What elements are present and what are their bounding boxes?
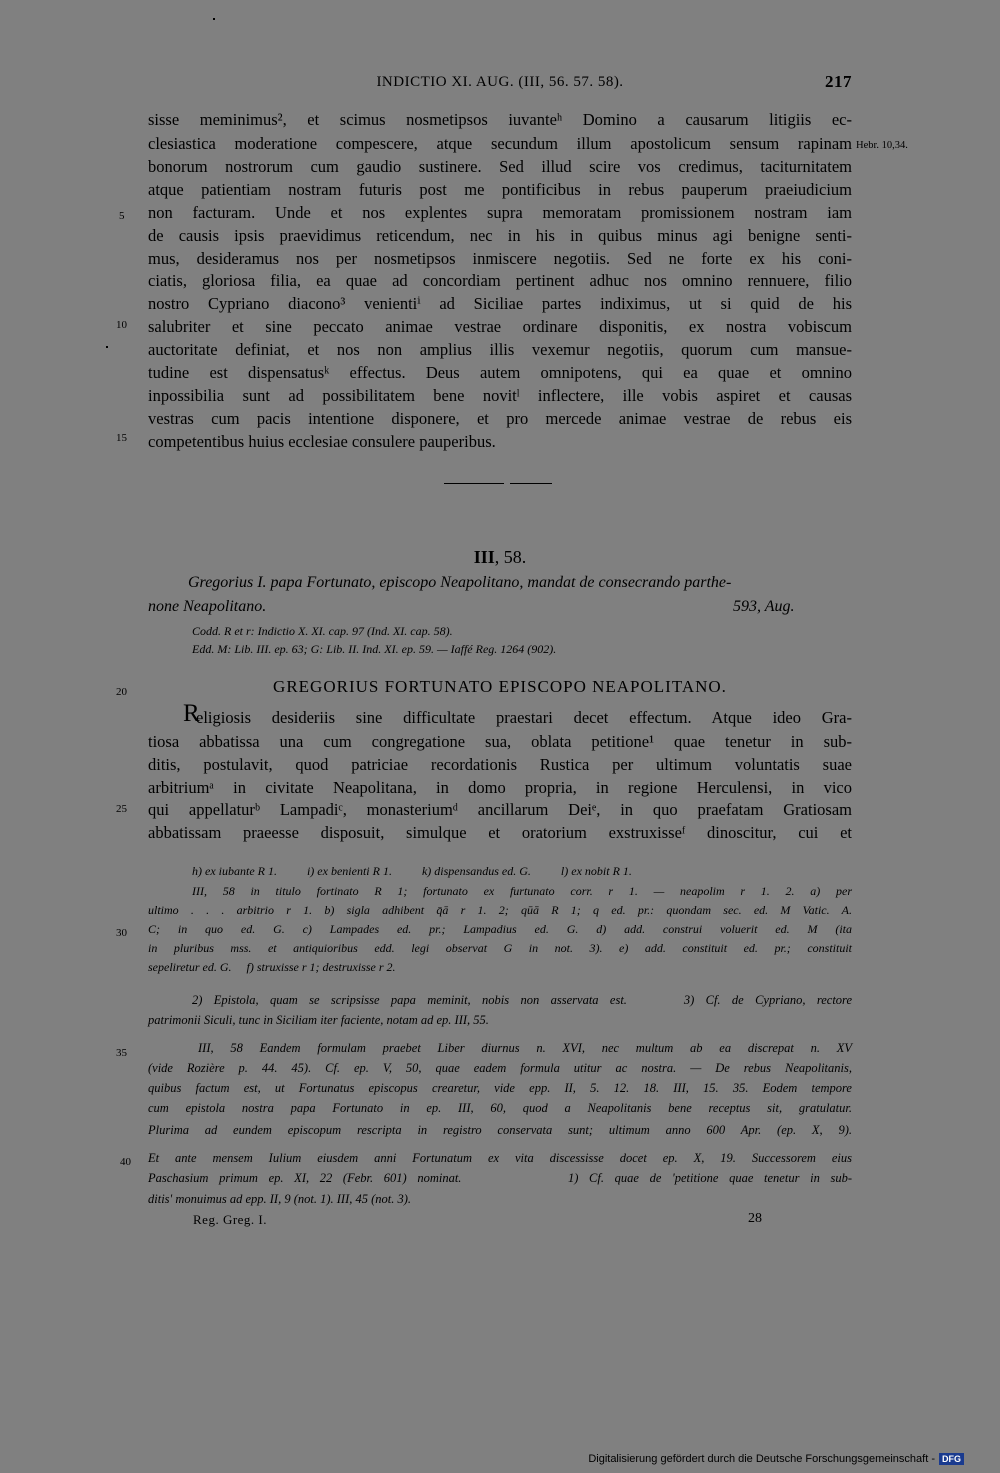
text-line: competentibus huius ecclesiae consulere pauperibus.	[148, 432, 496, 451]
line-number: 25	[116, 803, 127, 815]
scan-speck	[106, 346, 108, 348]
line-number: 35	[116, 1047, 127, 1059]
digitization-credit	[588, 1453, 964, 1465]
text-line: inpossibilia sunt ad possibilitatem bene novitˡ inflectere, ille vobis aspiret et causas	[148, 386, 852, 405]
codices-line: Codd. R et r: Indictio X. XI. cap. 97 (Ind. XI. cap. 58).	[192, 624, 453, 638]
apparatus-line: in pluribus mss. et antiquioribus edd. legi observat G in not. 3). e) add. constituit ed. pr.; constituit	[148, 941, 852, 955]
text-line: sisse meminimus², et scimus nosmetipsos iuvanteʰ Domino a causarum litigiis ec-	[148, 110, 852, 129]
text-line: arbitriumᵃ in civitate Neapolitana, in domo propria, in regione Herculensi, in vico	[148, 778, 852, 797]
text-line: vestras cum pacis intentione disponere, et pro mercede animae vestrae de rebus eis	[148, 409, 852, 428]
text-line: ditis, postulavit, quod patriciae recordationis Rustica per ultimum voluntatis suae	[148, 755, 852, 774]
apparatus-line: sepeliretur ed. G. f) struxisse r 1; destruxisse r 2.	[148, 960, 396, 974]
note-line: Plurima ad eundem episcopum rescripta in registro conservata sunt; ultimum anno 600 Apr. (ep. X, 9).	[148, 1123, 852, 1137]
margin-reference: Hebr. 10,34.	[856, 140, 908, 151]
note-line: Et ante mensem Iulium eiusdem anni Fortunatum ex vita discessisse docet ep. X, 19. Successorem eius	[148, 1151, 852, 1165]
note-line: quibus factum est, ut Fortunatus episcopus crearetur, vide epp. II, 5. 12. 18. III, 15. 35. Eodem tempore	[148, 1081, 852, 1095]
text-line: de causis ipsis praevidimus reticendum, nec in his in quibus minus agi benigne senti-	[148, 226, 852, 245]
footer-reference: Reg. Greg. I.	[193, 1212, 268, 1227]
section-number	[148, 547, 852, 568]
text-line: salubriter et sine peccato animae vestrae ordinare disponitis, ex nostra vobiscum	[148, 317, 852, 336]
note-line: (vide Rozière p. 44. 45). Cf. ep. V, 50, quae eadem formula utitur ac nostra. — De rebus Neapolitanis,	[148, 1061, 852, 1075]
text-line: ciatis, gloriosa filia, ea quae ad concordiam pertinent adhuc nos omnino rennuere, filio	[148, 271, 852, 290]
page-number: 217	[825, 72, 852, 91]
text-line: eligiosis desideriis sine difficultate praestari decet effectum. Atque ideo Gra-	[196, 708, 852, 727]
section-number-arabic: , 58.	[494, 547, 527, 567]
credit-text: Digitalisierung gefördert durch die Deutsche Forschungsgemeinschaft -	[588, 1453, 935, 1465]
running-title: INDICTIO XI. AUG. (III, 56. 57. 58).	[376, 74, 624, 90]
line-number: 30	[116, 927, 127, 939]
text-line: tiosa abbatissa una cum congregatione sua, oblata petitione¹ quae tenetur in sub-	[148, 732, 852, 751]
note-line: III, 58 Eandem formulam praebet Liber diurnus n. XVI, nec multum ab ea discrepat n. XV	[198, 1041, 852, 1055]
summary-line: none Neapolitano.	[148, 598, 267, 615]
note-line: Paschasium primum ep. XI, 22 (Febr. 601) nominat. 1) Cf. quae de 'petitione quae tenetur in sub-	[148, 1171, 852, 1185]
summary-line: Gregorius I. papa Fortunato, episcopo Neapolitano, mandat de consecrando parthe-	[188, 574, 732, 591]
note-line: cum epistola nostra papa Fortunato in ep. III, 60, quod a Neapolitanis bene receptus sit, gratulatur.	[148, 1101, 852, 1115]
dfg-logo[interactable]: DFG	[939, 1453, 964, 1465]
note-line: patrimonii Siculi, tunc in Siciliam iter faciente, notam ad ep. III, 55.	[148, 1013, 489, 1027]
text-line: bonorum nostrorum cum gaudio sustinere. Sed illud scire vos credimus, taciturnitatem	[148, 157, 852, 176]
apparatus-line: C; in quo ed. G. c) Lampades ed. pr.; Lampadius ed. G. d) add. construi voluerit ed. M (ita	[148, 922, 852, 936]
text-line: abbatissam praeesse disposuit, simulque et oratorium exstruxisseᶠ dinoscitur, cui et	[148, 823, 852, 842]
text-line: auctoritate definiat, et nos non amplius illis vexemur negotiis, quorum cum mansue-	[148, 340, 852, 359]
apparatus-line: III, 58 in titulo fortinato R 1; fortunato ex furtunato corr. r 1. — neapolim r 1. 2. a) per	[192, 884, 852, 898]
apparatus-line: ultimo . . . arbitrio r 1. b) sigla adhibent q̄ā r 1. 2; qūā R 1; q ed. pr.: quondam sec. ed. M Vatic. A.	[148, 903, 852, 917]
text-line: nostro Cypriano diacono³ venientiⁱ ad Siciliae partes indiximus, ut si quid de his	[148, 294, 852, 313]
text-line: qui appellaturᵇ Lampadiᶜ, monasteriumᵈ ancillarum Deiᵉ, in quo praefatam Gratiosam	[148, 800, 852, 819]
line-number: 40	[120, 1156, 131, 1168]
section-number-roman: III	[473, 547, 495, 567]
scan-speck	[213, 18, 215, 20]
text-line: non facturam. Unde et nos explentes supra memoratam promissionem nostram iam	[148, 203, 852, 222]
editions-line: Edd. M: Lib. III. ep. 63; G: Lib. II. Ind. XI. ep. 59. — Iaffé Reg. 1264 (902).	[192, 642, 557, 656]
note-line: 2) Epistola, quam se scripsisse papa meminit, nobis non asservata est. 3) Cf. de Cypriano, rectore	[192, 993, 852, 1007]
text-line: clesiastica moderatione compescere, atque secundum illum apostolicum sensum rapinam	[148, 134, 852, 153]
separator-rule	[510, 483, 552, 484]
apparatus-line: h) ex iubante R 1. i) ex benienti R 1. k) dispensandus ed. G. l) ex nobit R 1.	[192, 864, 632, 878]
summary-date: 593, Aug.	[733, 598, 795, 615]
text-line: tudine est dispensatusᵏ effectus. Deus autem omnipotens, qui ea quae et omnino	[148, 363, 852, 382]
signature-number: 28	[748, 1211, 762, 1226]
note-line: ditis' monuimus ad epp. II, 9 (not. 1). III, 45 (not. 3).	[148, 1192, 412, 1206]
initial-letter: R	[183, 700, 200, 727]
line-number: 20	[116, 686, 127, 698]
line-number: 5	[119, 210, 125, 222]
separator-rule	[444, 483, 504, 484]
text-line: mus, desideramus nos per nosmetipsos inmiscere negotiis. Sed ne forte ex his coni-	[148, 249, 852, 268]
text-line: atque patientiam nostram futuris post me pontificibus in rebus pauperum praeiudicium	[148, 180, 852, 199]
letter-title: GREGORIUS FORTUNATO EPISCOPO NEAPOLITANO.	[273, 677, 727, 696]
line-number: 10	[116, 319, 127, 331]
line-number: 15	[116, 432, 127, 444]
